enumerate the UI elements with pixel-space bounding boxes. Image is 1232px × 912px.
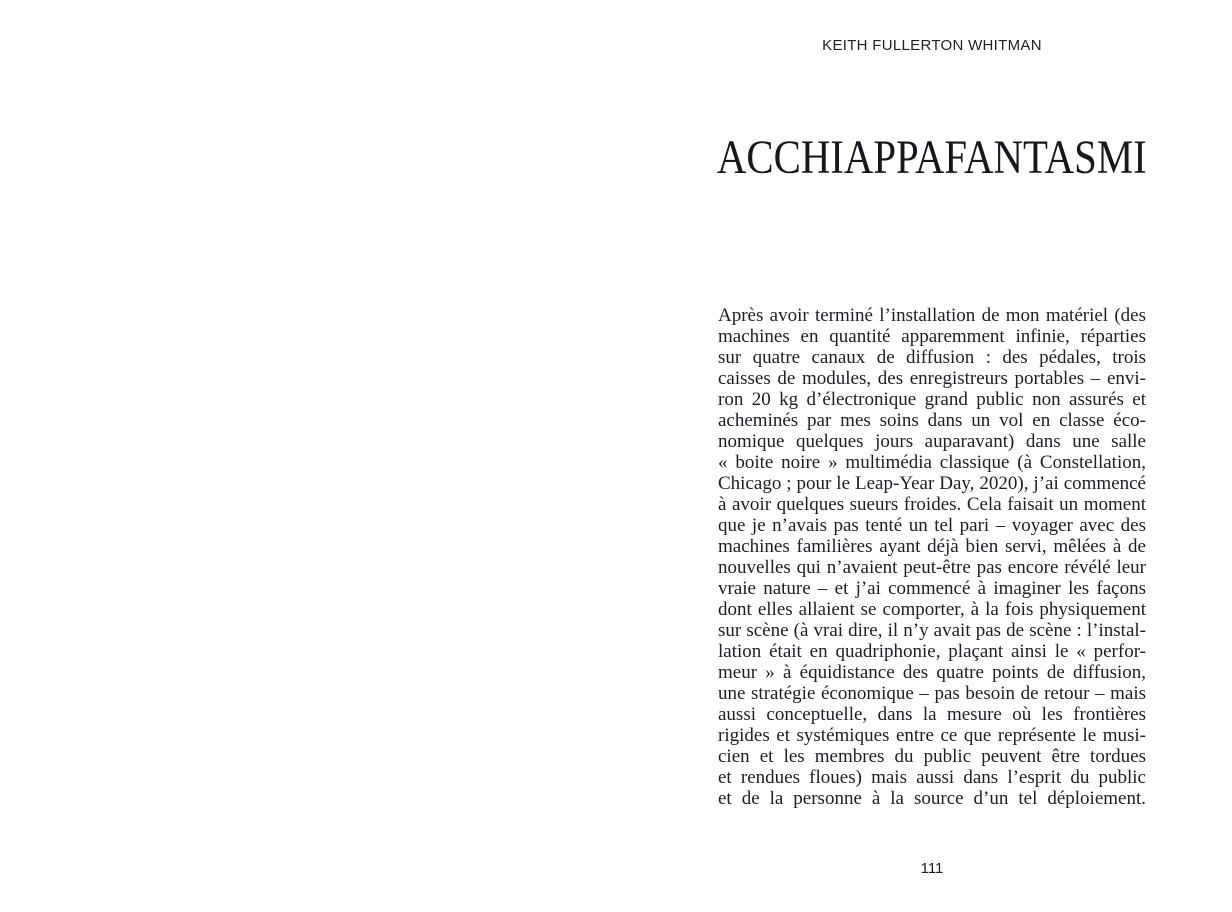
- body-line: et rendues floues) mais aussi dans l’esprit du public: [718, 767, 1146, 788]
- body-line: sur quatre canaux de diffusion : des pédales, trois: [718, 347, 1146, 368]
- body-line: rigides et systémiques entre ce que représente le musi-: [718, 725, 1146, 746]
- body-line: et de la personne à la source d’un tel déploiement.: [718, 788, 1146, 809]
- body-line: nomique quelques jours auparavant) dans une salle: [718, 431, 1146, 452]
- body-line: Chicago ; pour le Leap-Year Day, 2020), j’ai commencé: [718, 473, 1146, 494]
- body-line: ron 20 kg d’électronique grand public non assurés et: [718, 389, 1146, 410]
- body-paragraph: [718, 305, 1146, 809]
- chapter-title-text: ACCHIAPPAFANTASMI: [717, 131, 1147, 184]
- body-line: que je n’avais pas tenté un tel pari – voyager avec des: [718, 515, 1146, 536]
- body-line: meur » à équidistance des quatre points de diffusion,: [718, 662, 1146, 683]
- body-line: caisses de modules, des enregistreurs portables – envi-: [718, 368, 1146, 389]
- body-line: nouvelles qui n’avaient peut-être pas encore révélé leur: [718, 557, 1146, 578]
- body-line: Après avoir terminé l’installation de mon matériel (des: [718, 305, 1146, 326]
- running-header-author: KEITH FULLERTON WHITMAN: [822, 37, 1042, 54]
- chapter-title: [717, 131, 1147, 184]
- body-line: machines en quantité apparemment infinie, réparties: [718, 326, 1146, 347]
- body-line: « boite noire » multimédia classique (à Constellation,: [718, 452, 1146, 473]
- body-line: acheminés par mes soins dans un vol en classe éco-: [718, 410, 1146, 431]
- body-line: aussi conceptuelle, dans la mesure où les frontières: [718, 704, 1146, 725]
- body-line: lation était en quadriphonie, plaçant ainsi le « perfor-: [718, 641, 1146, 662]
- body-line: machines familières ayant déjà bien servi, mêlées à de: [718, 536, 1146, 557]
- body-line: dont elles allaient se comporter, à la fois physiquement: [718, 599, 1146, 620]
- body-line: à avoir quelques sueurs froides. Cela faisait un moment: [718, 494, 1146, 515]
- body-line: une stratégie économique – pas besoin de retour – mais: [718, 683, 1146, 704]
- body-line: sur scène (à vrai dire, il n’y avait pas de scène : l’instal-: [718, 620, 1146, 641]
- body-line: vraie nature – et j’ai commencé à imaginer les façons: [718, 578, 1146, 599]
- page-number: 111: [920, 860, 944, 877]
- body-line: cien et les membres du public peuvent être tordues: [718, 746, 1146, 767]
